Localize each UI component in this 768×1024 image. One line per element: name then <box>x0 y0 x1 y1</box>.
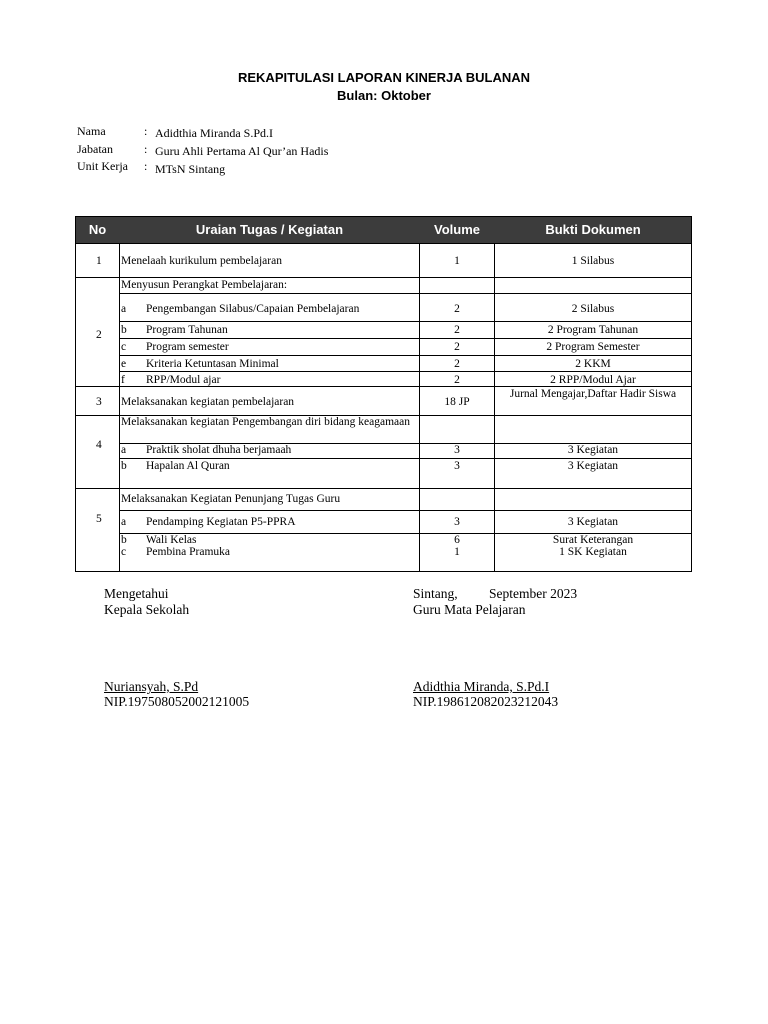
item-letter: a <box>121 516 127 528</box>
item-volume: 1 <box>454 546 460 558</box>
item-volume: 2 <box>454 303 460 315</box>
item-bukti: Surat Keterangan <box>552 534 634 546</box>
item-text: Program semester <box>146 341 229 353</box>
row-bukti: 1 Silabus <box>571 255 615 267</box>
sig-left-line2: Kepala Sekolah <box>104 602 190 617</box>
sig-left-nip: NIP.197508052002121005 <box>104 694 250 709</box>
info-label-jabatan: Jabatan <box>77 142 113 156</box>
item-text: Program Tahunan <box>146 324 228 336</box>
grid-line <box>120 458 691 459</box>
grid-line <box>120 510 691 511</box>
grid-line <box>76 243 691 244</box>
grid-line <box>120 338 691 339</box>
sig-left-line1: Mengetahui <box>104 586 169 601</box>
document-subtitle: Bulan: Oktober <box>337 88 431 103</box>
item-text: Praktik sholat dhuha berjamaah <box>146 444 292 456</box>
item-text: Pembina Pramuka <box>146 546 230 558</box>
item-bukti: 2 Program Tahunan <box>547 324 639 336</box>
item-bukti: 2 Program Semester <box>546 341 640 353</box>
kinerja-table <box>75 216 692 572</box>
group-title: Melaksanakan Kegiatan Penunjang Tugas Guru <box>121 493 341 505</box>
row-no-5: 5 <box>96 513 102 525</box>
grid-line <box>76 277 691 278</box>
grid-line <box>120 371 691 372</box>
row-no-3: 3 <box>96 396 102 408</box>
grid-line <box>120 293 691 294</box>
item-text: Hapalan Al Quran <box>146 460 230 472</box>
item-bukti: 2 RPP/Modul Ajar <box>550 374 636 386</box>
item-letter: b <box>121 534 127 546</box>
item-text: Kriteria Ketuntasan Minimal <box>146 358 279 370</box>
item-text: RPP/Modul ajar <box>146 374 221 386</box>
item-letter: b <box>121 324 127 336</box>
item-bukti: 1 SK Kegiatan <box>559 546 627 558</box>
item-volume: 3 <box>454 460 460 472</box>
sig-right-line2: Guru Mata Pelajaran <box>413 602 526 617</box>
sig-left-name: Nuriansyah, S.Pd <box>104 679 199 694</box>
row-no-4: 4 <box>96 439 102 451</box>
sig-right-place: Sintang, <box>413 586 458 601</box>
group-title: Menyusun Perangkat Pembelajaran: <box>121 279 288 291</box>
item-bukti: 3 Kegiatan <box>567 444 619 456</box>
item-volume: 3 <box>454 516 460 528</box>
item-letter: a <box>121 303 127 315</box>
item-volume: 3 <box>454 444 460 456</box>
row-no-2: 2 <box>96 329 102 341</box>
info-value-jabatan: Guru Ahli Pertama Al Qur’an Hadis <box>155 144 329 158</box>
item-volume: 2 <box>454 374 460 386</box>
header-no: No <box>88 222 107 237</box>
item-volume: 6 <box>454 534 460 546</box>
row-no-1: 1 <box>96 255 102 267</box>
document-title: REKAPITULASI LAPORAN KINERJA BULANAN <box>237 70 531 85</box>
row-bukti: Jurnal Mengajar,Daftar Hadir Siswa <box>509 388 677 400</box>
item-letter: b <box>121 460 127 472</box>
group-title: Melaksanakan kegiatan Pengembangan diri bidang keagamaan <box>121 416 410 428</box>
info-label-nama: Nama <box>77 124 106 138</box>
info-value-nama: Adidthia Miranda S.Pd.I <box>155 126 273 140</box>
item-bukti: 3 Kegiatan <box>567 460 619 472</box>
item-bukti: 2 Silabus <box>571 303 615 315</box>
item-volume: 2 <box>454 341 460 353</box>
item-text: Wali Kelas <box>146 534 197 546</box>
header-bukti: Bukti Dokumen <box>545 222 641 237</box>
item-volume: 2 <box>454 358 460 370</box>
info-label-unit-kerja: Unit Kerja <box>77 159 128 173</box>
item-bukti: 3 Kegiatan <box>567 516 619 528</box>
item-bukti: 2 KKM <box>575 358 611 370</box>
item-text: Pengembangan Silabus/Capaian Pembelajaran <box>146 303 360 315</box>
grid-line <box>76 488 691 489</box>
row-volume: 18 JP <box>444 396 470 408</box>
row-volume: 1 <box>454 255 460 267</box>
sig-right-nip: NIP.198612082023212043 <box>413 694 559 709</box>
grid-line <box>120 321 691 322</box>
row-uraian: Melaksanakan kegiatan pembelajaran <box>121 396 295 408</box>
header-volume: Volume <box>434 222 480 237</box>
info-colon: : <box>144 142 148 156</box>
item-letter: c <box>121 546 127 558</box>
info-value-unit-kerja: MTsN Sintang <box>155 162 226 176</box>
sig-right-name: Adidthia Miranda, S.Pd.I <box>413 679 550 694</box>
item-letter: a <box>121 444 127 456</box>
item-text: Pendamping Kegiatan P5-PPRA <box>146 516 296 528</box>
sig-right-date: September 2023 <box>489 586 578 601</box>
row-uraian: Menelaah kurikulum pembelajaran <box>121 255 282 267</box>
info-colon: : <box>144 124 148 138</box>
header-uraian: Uraian Tugas / Kegiatan <box>195 222 344 237</box>
item-letter: e <box>121 358 127 370</box>
info-colon: : <box>144 159 148 173</box>
item-letter: f <box>121 374 125 386</box>
item-volume: 2 <box>454 324 460 336</box>
grid-line <box>120 355 691 356</box>
item-letter: c <box>121 341 127 353</box>
